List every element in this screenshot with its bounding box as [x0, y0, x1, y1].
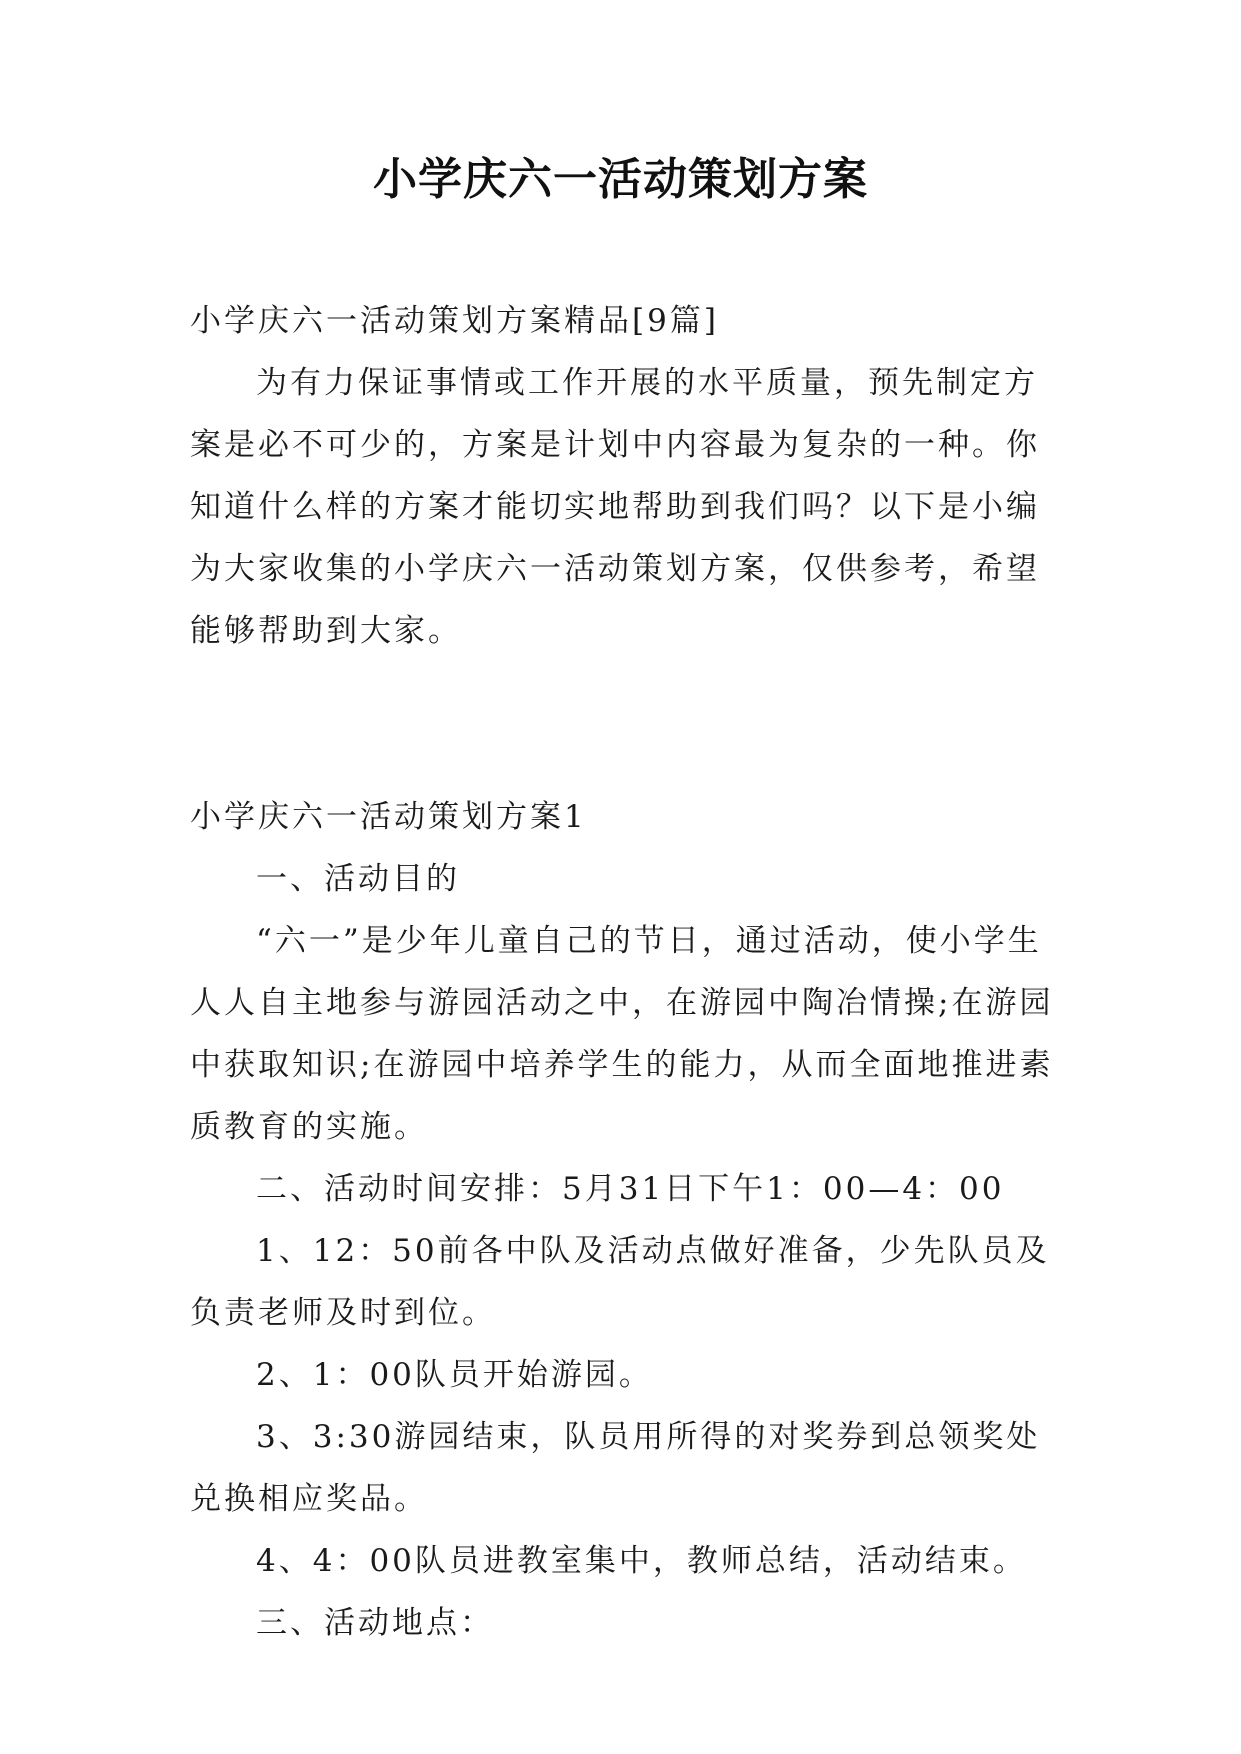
purpose-heading: 一、活动目的 — [256, 861, 460, 897]
document-title: 小学庆六一活动策划方案 — [373, 154, 868, 205]
schedule-item: 3、3:30游园结束，队员用所得的对奖券到总领奖处兑换相应奖品。 — [190, 1419, 1041, 1517]
location-heading: 三、活动地点： — [256, 1605, 494, 1641]
section-spacer — [190, 662, 1056, 786]
purpose-paragraph: “六一”是少年儿童自己的节日，通过活动，使小学生人人自主地参与游园活动之中，在游园中陶冶情操;在游园中获取知识;在游园中培养学生的能力，从而全面地推进素质教育的实施。 — [190, 923, 1054, 1145]
schedule-item: 1、12：50前各中队及活动点做好准备，少先队员及负责老师及时到位。 — [190, 1233, 1050, 1331]
schedule-item: 2、1：00队员开始游园。 — [256, 1357, 653, 1393]
schedule-item: 4、4：00队员进教室集中，教师总结，活动结束。 — [256, 1543, 1027, 1579]
schedule-heading: 二、活动时间安排：5月31日下午1：00—4：00 — [256, 1171, 1005, 1207]
section-heading: 小学庆六一活动策划方案1 — [190, 799, 587, 835]
document-body — [190, 290, 1056, 1654]
intro-paragraph: 为有力保证事情或工作开展的水平质量，预先制定方案是必不可少的，方案是计划中内容最为复杂的一种。你知道什么样的方案才能切实地帮助到我们吗？以下是小编为大家收集的小学庆六一活动策划方案，仅供参考，希望能够帮助到大家。 — [190, 365, 1040, 649]
document-subtitle: 小学庆六一活动策划方案精品[9篇] — [190, 303, 719, 339]
